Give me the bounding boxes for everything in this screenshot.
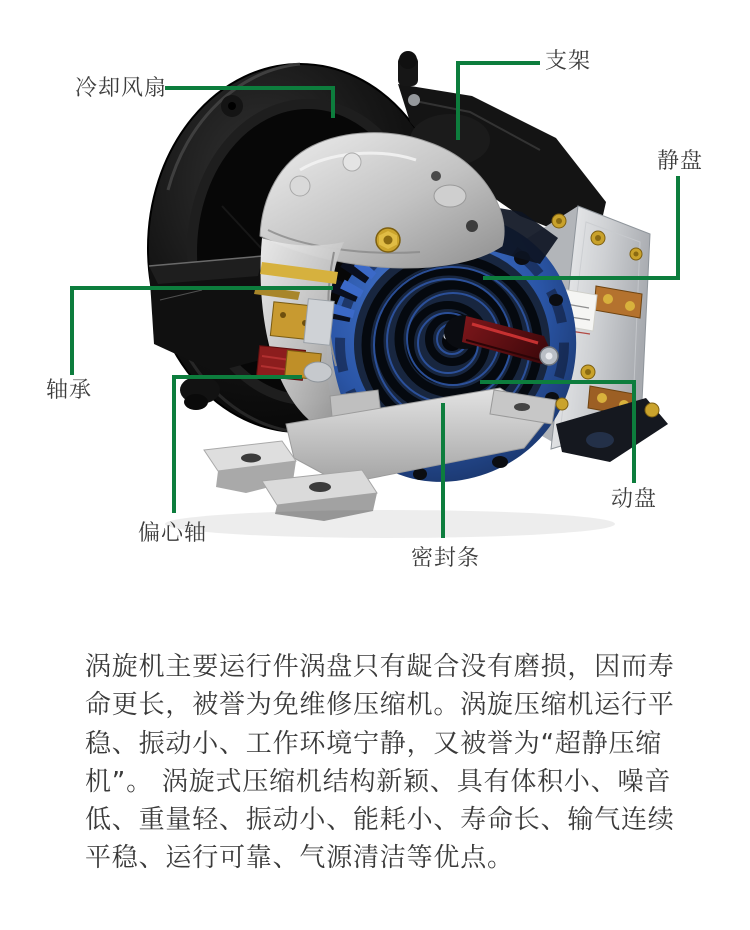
callout-label-orbiting-scroll: 动盘 [611, 487, 658, 512]
callout-label-fixed-scroll: 静盘 [657, 149, 704, 174]
description-line: 涡旋机主要运行件涡盘只有龊合没有磨损，因而寿 [85, 652, 675, 682]
callout-label-bearing: 轴承 [46, 378, 93, 403]
callout-line-bearing [72, 288, 333, 375]
callout-line-fixed-scroll [483, 176, 678, 278]
description-paragraph [85, 648, 685, 878]
description-line: 平稳、运行可靠、气源清洁等优点。 [85, 843, 514, 874]
callout-label-eccentric-shaft: 偏心轴 [138, 521, 208, 546]
callout-line-eccentric-shaft [174, 377, 302, 513]
callout-label-bracket: 支架 [545, 49, 592, 74]
callout-line-cooling-fan [165, 88, 333, 118]
description-line: 机”。 涡旋式压缩机结构新颖、具有体积小、噪音 [85, 766, 672, 797]
callout-line-orbiting-scroll [480, 382, 634, 483]
description-line: 低、重量轻、振动小、能耗小、寿命长、输气连续 [85, 805, 675, 836]
callout-line-bracket [458, 63, 540, 140]
callout-label-seal-strip: 密封条 [411, 546, 481, 571]
description-line: 稳、振动小、工作环境宁静，又被誉为“超静压缩 [85, 728, 663, 759]
callout-label-cooling-fan: 冷却风扇 [75, 76, 168, 101]
description-line: 命更长，被誉为免维修压缩机。涡旋压缩机运行平 [85, 690, 675, 721]
